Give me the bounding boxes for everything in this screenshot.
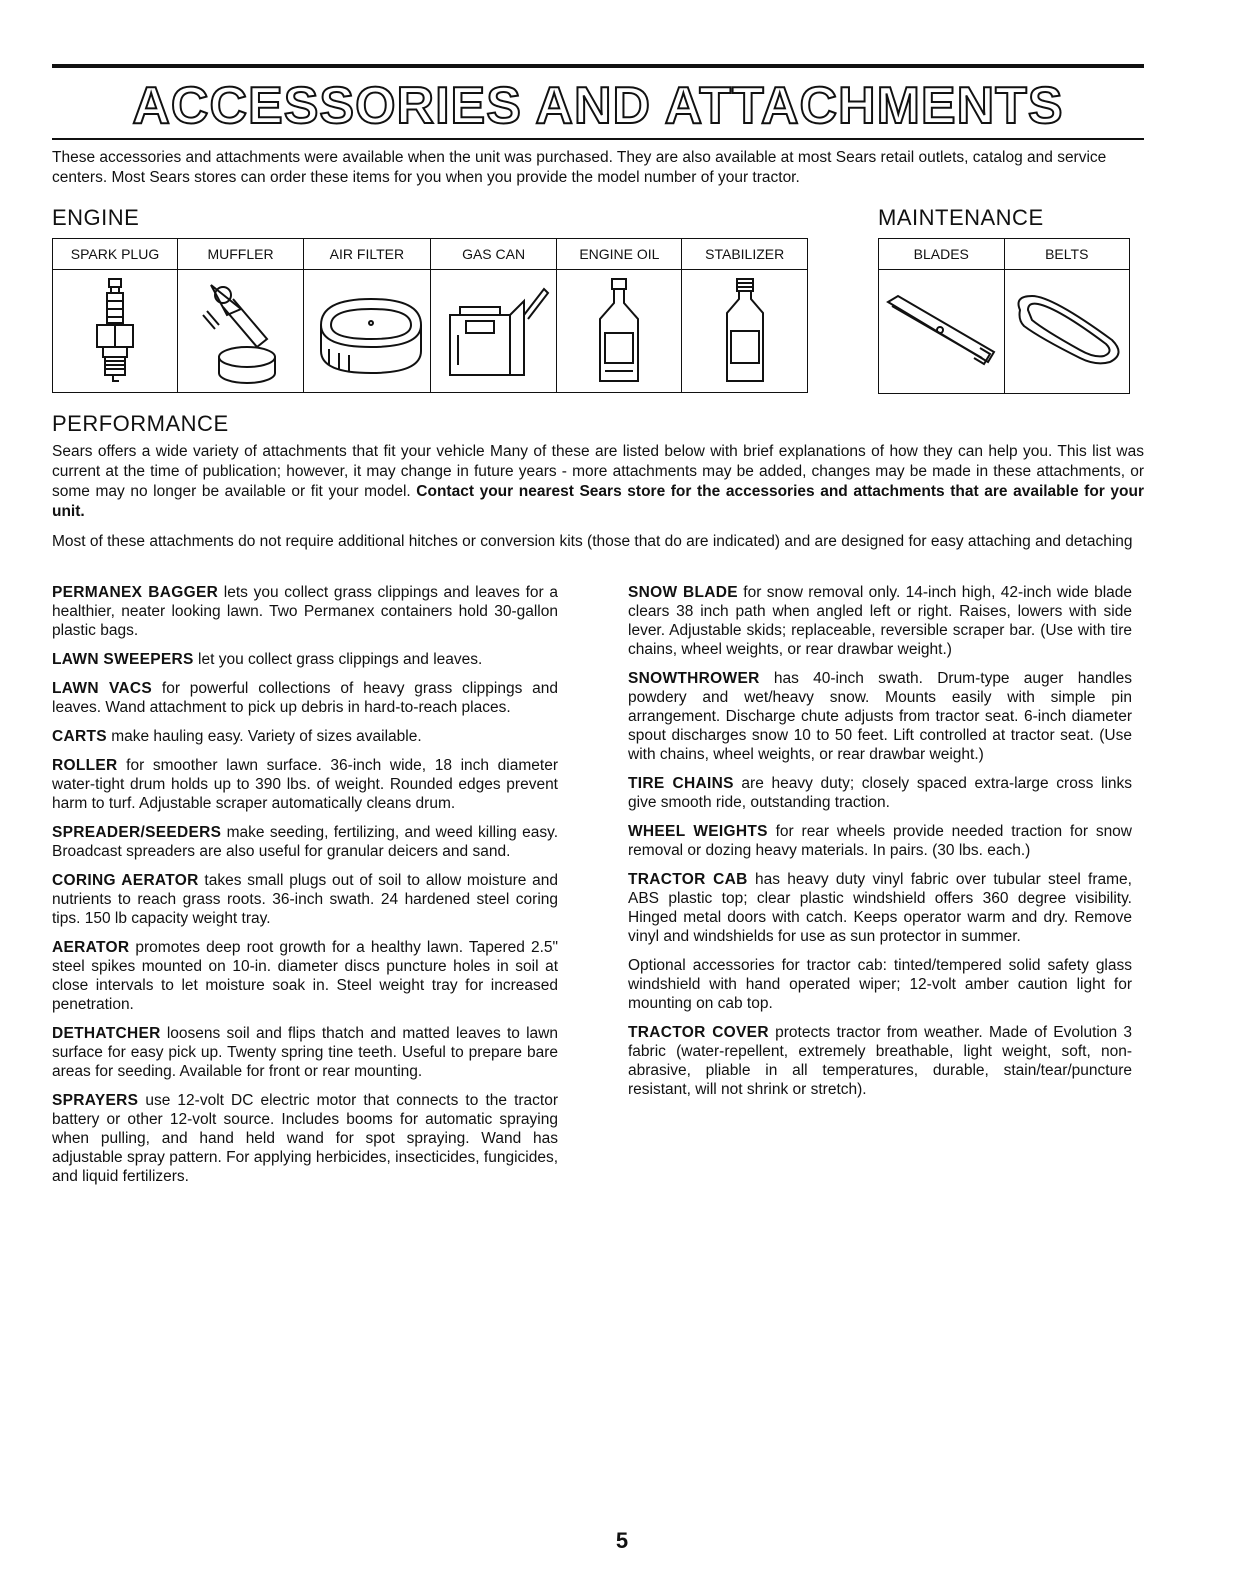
blade-icon: [880, 282, 1002, 382]
engine-label: SPARK PLUG: [53, 239, 178, 270]
performance-p1-bold: Contact your nearest Sears store for the accessories and attachments that are available for your unit.: [52, 483, 1144, 520]
list-item: [628, 669, 1132, 764]
item-name: AERATOR: [52, 939, 130, 956]
item-text: make seeding, fertilizing, and weed killing easy. Broadcast spreaders are also useful for granular deicers and sand.: [52, 824, 559, 860]
list-item: [52, 650, 558, 669]
belts-cell: [1004, 270, 1130, 394]
page-title: ACCESSORIES AND ATTACHMENTS: [132, 77, 1064, 135]
intro-text: These accessories and attachments were available when the unit was purchased. They are also available at most Sears retail outlets, catalog and service centers. Most Sears stores can order these items for you when you provide the model number of your tractor.: [52, 149, 1107, 186]
item-text: has 40-inch swath. Drum-type auger handles powdery and wet/heavy snow. Mounts easily with simple pin arrangement. Discharge chute adjusts from tractor seat. 6-inch diameter spout discharges snow 10 to 50 feet. Lift controlled at tractor seat. (Use with chains, wheel weights, or rear drawbar weight.): [628, 670, 1132, 763]
stabilizer-icon: [715, 275, 775, 387]
engine-label: MUFFLER: [177, 239, 303, 270]
item-text: for powerful collections of heavy grass clippings and leaves. Wand attachment to pick up debris in hard-to-reach places.: [52, 680, 558, 716]
item-name: SPREADER/SEEDERS: [52, 824, 222, 841]
maintenance-label: BLADES: [879, 239, 1005, 270]
item-text: loosens soil and flips thatch and matted leaves to lawn surface for easy pick up. Twenty spring tine teeth. Useful to prepare bare areas for seeding. Available for front or rear mounting.: [52, 1025, 558, 1080]
list-item: [628, 956, 1132, 1013]
muffler-icon: [193, 275, 289, 387]
item-name: TIRE CHAINS: [628, 775, 734, 792]
item-text: has heavy duty vinyl fabric over tubular steel frame, ABS plastic top; clear plastic windshield offers 360 degree visibility. Hinged metal doors with catch. Keeps operator warm and dry. Remove vinyl and windshields for use as sun protector in summer.: [628, 871, 1132, 945]
list-item: [628, 583, 1132, 659]
item-name: DETHATCHER: [52, 1025, 161, 1042]
item-text: use 12-volt DC electric motor that connects to the tractor battery or other 12-volt source. Includes booms for automatic spraying when pulling, and hand held wand for spot spraying. Wand has adjustable spray pattern. For applying herbicides, insecticides, fungicides, and liquid fertilizers.: [52, 1092, 558, 1185]
gas-can-cell: [430, 270, 557, 393]
performance-text: [52, 442, 1144, 562]
item-name: WHEEL WEIGHTS: [628, 823, 768, 840]
item-text: lets you collect grass clippings and leaves for a healthier, neater looking lawn. Two Permanex containers hold 30-gallon plastic bags.: [52, 584, 558, 639]
list-item: [52, 727, 558, 746]
spark-plug-cell: [53, 270, 178, 393]
list-item: [52, 756, 558, 813]
engine-oil-cell: [557, 270, 682, 393]
list-item: [52, 871, 558, 928]
stabilizer-cell: [682, 270, 808, 393]
item-name: LAWN SWEEPERS: [52, 651, 194, 668]
item-text: for smoother lawn surface. 36-inch wide, 18 inch diameter water-tight drum holds up to 390 lbs. of weight. Rounded edges prevent harm to turf. Adjustable scraper automatically cleans drum.: [52, 757, 558, 812]
list-item: [628, 870, 1132, 946]
right-column: [628, 583, 1132, 1109]
item-name: TRACTOR CAB: [628, 871, 748, 888]
left-column: [52, 583, 558, 1196]
list-item: [628, 1023, 1132, 1099]
air-filter-cell: [304, 270, 431, 393]
maintenance-label: BELTS: [1004, 239, 1130, 270]
engine-label: AIR FILTER: [304, 239, 431, 270]
gas-can-icon: [436, 275, 552, 387]
engine-table: [52, 238, 808, 393]
item-text: takes small plugs out of soil to allow moisture and nutrients to reach grass roots. 36-inch swath. 24 hardened steel coring tips. 150 lb capacity weight tray.: [52, 872, 559, 927]
engine-label: STABILIZER: [682, 239, 808, 270]
item-text: protects tractor from weather. Made of Evolution 3 fabric (water-repellent, extremely breathable, light weight, soft, non-abrasive, pliable in all temperatures, durable, stain/tear/puncture resistant, will not shrink or stretch).: [628, 1024, 1132, 1098]
item-name: CORING AERATOR: [52, 872, 199, 889]
list-item: [52, 583, 558, 640]
item-name: SNOW BLADE: [628, 584, 738, 601]
item-text: let you collect grass clippings and leaves.: [198, 651, 483, 668]
item-name: CARTS: [52, 728, 107, 745]
item-text: for snow removal only. 14-inch high, 42-inch wide blade clears 38 inch path when angled left or right. Raises, lowers with side lever. Adjustable skids; replaceable, reversible scraper bar. (Use with tire chains, wheel weights, or rear drawbar weight.): [628, 584, 1132, 658]
list-item: [52, 679, 558, 717]
item-text: Optional accessories for tractor cab: tinted/tempered solid safety glass windshield with hand operated wiper; 12-volt amber caution light for mounting on cab top.: [628, 957, 1132, 1012]
item-name: ROLLER: [52, 757, 118, 774]
item-text: are heavy duty; closely spaced extra-large cross links give smooth ride, outstanding traction.: [628, 775, 1133, 811]
item-name: SNOWTHROWER: [628, 670, 760, 687]
top-rule: [52, 64, 1144, 68]
list-item: [52, 1091, 558, 1186]
engine-label: GAS CAN: [430, 239, 557, 270]
blades-cell: [879, 270, 1005, 394]
title-rule: [52, 138, 1144, 140]
list-item: [628, 774, 1132, 812]
list-item: [52, 938, 558, 1014]
performance-paragraph: [52, 442, 1144, 522]
item-name: SPRAYERS: [52, 1092, 139, 1109]
item-text: for rear wheels provide needed traction for snow removal or dozing heavy materials. In pairs. (30 lbs. each.): [628, 823, 1132, 859]
item-text: make hauling easy. Variety of sizes available.: [111, 728, 422, 745]
item-name: TRACTOR COVER: [628, 1024, 769, 1041]
list-item: [628, 822, 1132, 860]
performance-heading: PERFORMANCE: [52, 411, 229, 436]
item-name: PERMANEX BAGGER: [52, 584, 219, 601]
engine-oil-icon: [589, 275, 649, 387]
maintenance-table: [878, 238, 1130, 394]
muffler-cell: [177, 270, 303, 393]
engine-heading: ENGINE: [52, 205, 140, 230]
list-item: [52, 823, 558, 861]
page-number: 5: [615, 1528, 629, 1553]
spark-plug-icon: [85, 275, 145, 387]
item-text: promotes deep root growth for a healthy lawn. Tapered 2.5" steel spikes mounted on 10-in. diameter discs puncture holes in soil at close intervals to let moisture soak in. Steel weight tray for increased penetration.: [52, 939, 558, 1013]
air-filter-icon: [309, 275, 425, 387]
engine-label: ENGINE OIL: [557, 239, 682, 270]
list-item: [52, 1024, 558, 1081]
performance-p1: Sears offers a wide variety of attachments that fit your vehicle Many of these are listed below with brief explanations of how they can help you. This list was current at the time of publication; however, it may change in future years - more attachments may be added, changes may be made in these attachments, or some may no longer be available or fit your model.: [52, 443, 1144, 500]
item-name: LAWN VACS: [52, 680, 153, 697]
maintenance-heading: MAINTENANCE: [878, 205, 1044, 230]
performance-paragraph-2: Most of these attachments do not require additional hitches or conversion kits (those that do are indicated) and are designed for easy attaching and detaching: [52, 533, 1133, 550]
belt-icon: [1006, 282, 1128, 382]
